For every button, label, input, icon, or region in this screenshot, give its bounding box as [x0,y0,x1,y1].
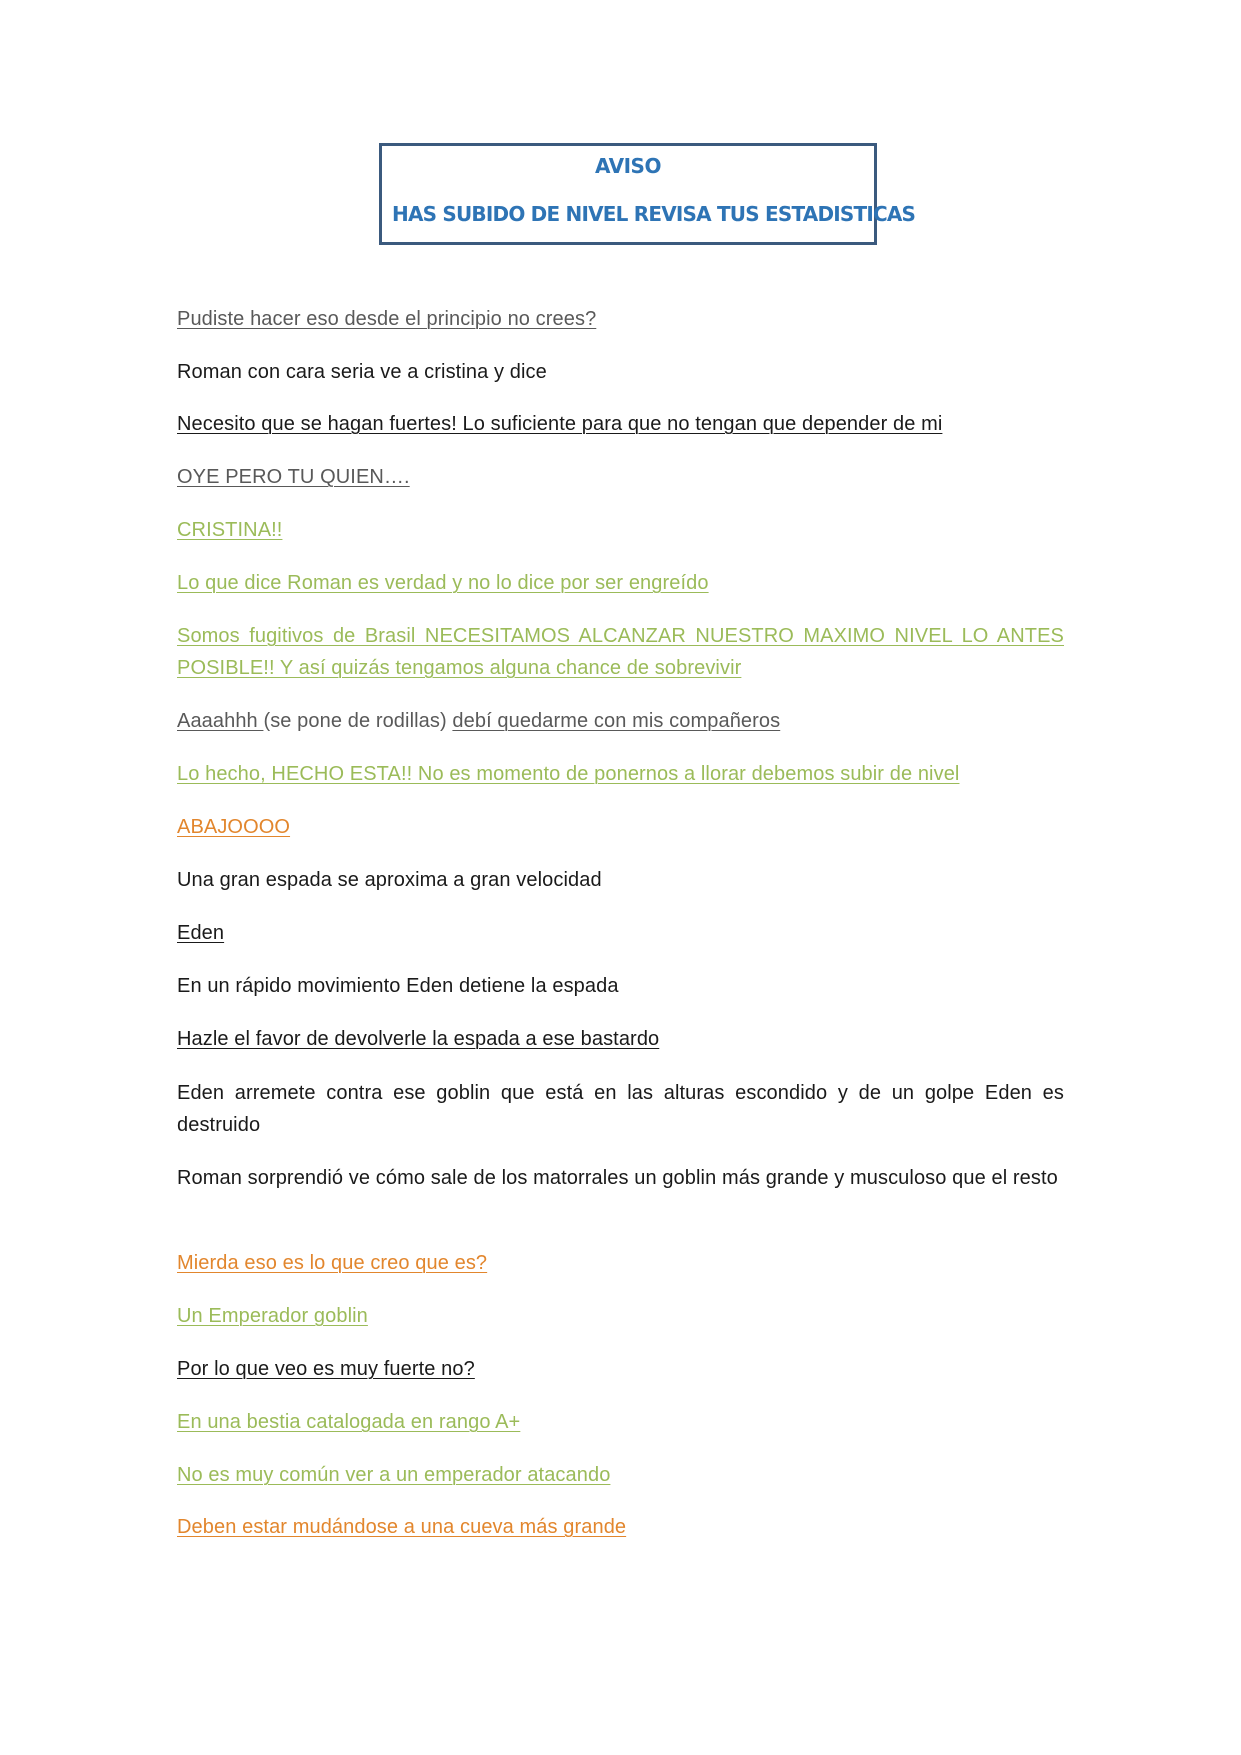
level-up-notice [379,143,916,245]
notice-body: HAS SUBIDO DE NIVEL REVISA TUS ESTADISTICAS [392,202,916,226]
dialogue-line: No es muy común ver a un emperador atacando [177,1464,611,1486]
dialogue-line: Mierda eso es lo que creo que es? [177,1252,488,1274]
narration-paragraph: Eden arremete contra ese goblin que está en las alturas escondido y de un golpe Eden es destruido [177,1082,1064,1136]
notice-title: AVISO [595,154,661,178]
dialogue-line: Un Emperador goblin [177,1305,368,1327]
dialogue-line: CRISTINA!! [177,519,283,541]
dialogue-fragment: debí quedarme con mis compañeros [452,710,781,732]
dialogue-line: ABAJOOOO [177,816,291,838]
narration-line: En un rápido movimiento Eden detiene la espada [177,975,619,997]
narration-paragraph: Roman sorprendió ve cómo sale de los matorrales un goblin más grande y musculoso que el resto [177,1167,1058,1189]
dialogue-fragment: Aaaahhh [177,710,264,732]
dialogue-line: Eden [177,922,225,944]
dialogue-line: Pudiste hacer eso desde el principio no crees? [177,308,597,330]
narration-line: Una gran espada se aproxima a gran velocidad [177,869,602,891]
narration-line: Roman con cara seria ve a cristina y dice [177,361,547,383]
dialogue-line: Lo hecho, HECHO ESTA!! No es momento de ponernos a llorar debemos subir de nivel [177,763,960,785]
dialogue-paragraph: Somos fugitivos de Brasil NECESITAMOS ALCANZAR NUESTRO MAXIMO NIVEL LO ANTES POSIBLE!! Y así quizás tengamos alguna chance de sobrevivir [177,625,1064,679]
dialogue-line: Necesito que se hagan fuertes! Lo suficiente para que no tengan que depender de mi [177,413,943,435]
dialogue-line: Hazle el favor de devolverle la espada a ese bastardo [177,1028,660,1050]
dialogue-line: Lo que dice Roman es verdad y no lo dice por ser engreído [177,572,709,594]
stage-direction: (se pone de rodillas) [263,710,453,732]
dialogue-line: Por lo que veo es muy fuerte no? [177,1358,475,1380]
dialogue-line: Deben estar mudándose a una cueva más grande [177,1516,627,1538]
dialogue-line: En una bestia catalogada en rango A+ [177,1411,521,1433]
dialogue-line [177,705,1064,737]
dialogue-line: OYE PERO TU QUIEN…. [177,466,410,488]
